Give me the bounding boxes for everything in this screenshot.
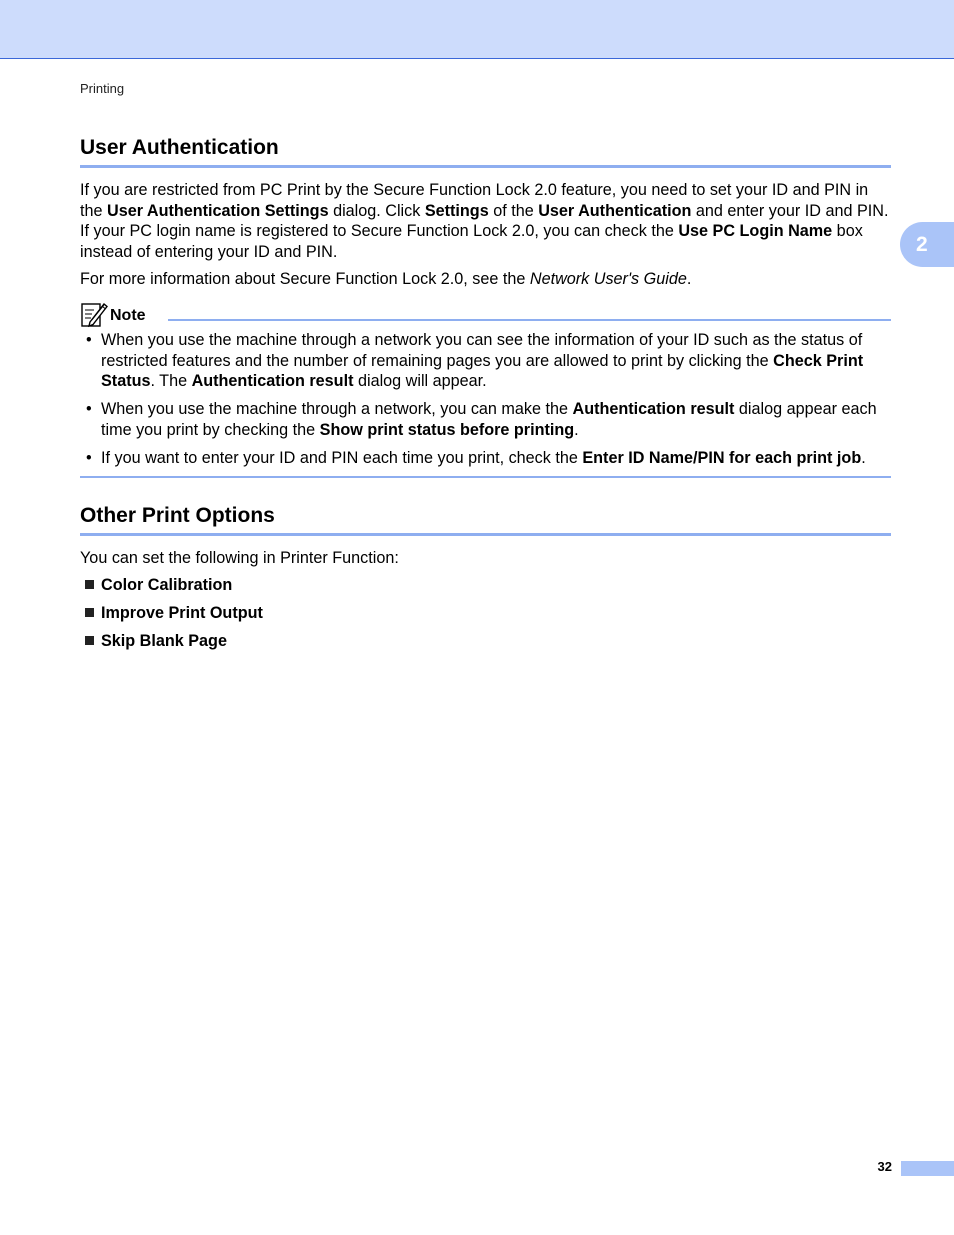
- list-item: [84, 575, 263, 603]
- bullet-icon: •: [86, 400, 92, 418]
- ui-term: User Authentication Settings: [107, 201, 329, 220]
- text-run: .: [574, 420, 579, 439]
- breadcrumb: Printing: [80, 81, 125, 96]
- text-run: When you use the machine through a network you can see the information of your ID such as the status of restricted features and the number of remaining pages you are allowed to print by clicking the: [101, 331, 863, 370]
- ui-term: Use PC Login Name: [678, 222, 833, 240]
- square-bullet-icon: [85, 580, 94, 589]
- feature-label: Color Calibration: [101, 576, 233, 594]
- feature-label: Skip Blank Page: [101, 632, 227, 650]
- section-title-other-print-options: Other Print Options: [80, 504, 891, 536]
- text-run: When you use the machine through a network, you can make the: [101, 400, 573, 418]
- text-run: For more information about Secure Function Lock 2.0, see the: [80, 270, 530, 288]
- ui-term: Authentication result: [572, 400, 735, 418]
- page-number: 32: [877, 1159, 892, 1174]
- list-item: [84, 631, 263, 659]
- text-run: dialog appear each time you print by checking the: [101, 400, 877, 439]
- note-box: [80, 300, 891, 476]
- note-bottom-divider: [80, 476, 891, 478]
- note-item: [80, 399, 891, 440]
- ui-term: Enter ID Name/PIN for each print job: [582, 448, 862, 467]
- guide-reference: Network User's Guide: [529, 270, 687, 288]
- note-pencil-icon: [80, 300, 108, 328]
- ui-term: Authentication result: [191, 372, 354, 390]
- text-run: . The: [150, 372, 192, 390]
- other-options-intro: You can set the following in Printer Function:: [80, 549, 399, 567]
- ui-term: Settings: [424, 201, 489, 220]
- bullet-icon: •: [86, 448, 92, 467]
- text-run: If you want to enter your ID and PIN each time you print, check the: [101, 448, 583, 467]
- text-run: and enter your ID and PIN. If your PC login name is registered to Secure Function Lock 2.0, you can check the: [80, 201, 889, 240]
- page-number-bar: [901, 1161, 954, 1176]
- note-item: [80, 448, 891, 469]
- text-run: .: [861, 448, 866, 467]
- ui-term: Show print status before printing: [319, 420, 575, 439]
- text-run: of the: [488, 201, 539, 220]
- section-title-user-authentication: User Authentication: [80, 136, 891, 168]
- note-item: [80, 330, 891, 392]
- bullet-icon: •: [86, 331, 92, 349]
- text-run: If you are restricted from PC Print by the Secure Function Lock 2.0 feature, you need to set your ID and PIN in the: [80, 181, 869, 220]
- note-label: Note: [110, 307, 146, 324]
- header-band: [0, 0, 954, 59]
- ui-term: User Authentication: [538, 201, 692, 220]
- text-run: .: [686, 270, 692, 288]
- text-run: box instead of entering your ID and PIN.: [80, 222, 863, 261]
- more-info-paragraph: [80, 269, 891, 290]
- list-item: [84, 603, 263, 631]
- ui-term: Check Print Status: [101, 351, 864, 390]
- text-run: dialog. Click: [328, 201, 425, 220]
- square-bullet-icon: [85, 608, 94, 617]
- feature-label: Improve Print Output: [101, 604, 263, 622]
- feature-list: [84, 575, 263, 659]
- note-header: [80, 300, 891, 330]
- note-divider: [168, 319, 891, 321]
- user-auth-paragraph: [80, 180, 891, 262]
- square-bullet-icon: [85, 636, 94, 645]
- text-run: dialog will appear.: [353, 372, 487, 390]
- chapter-tab[interactable]: 2: [900, 222, 954, 267]
